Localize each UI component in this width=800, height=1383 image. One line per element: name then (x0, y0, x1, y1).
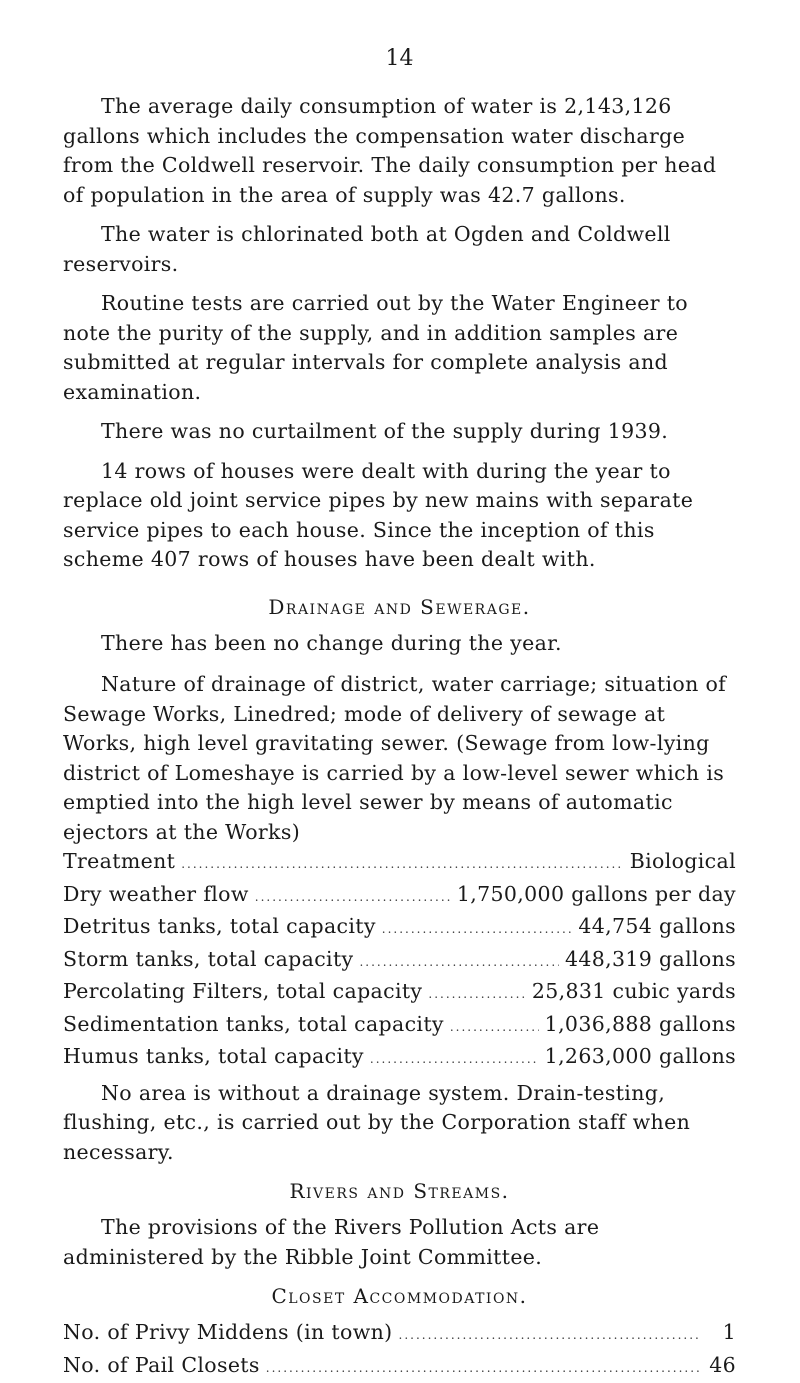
stat-row (63, 880, 736, 913)
drainage-stats-list (63, 847, 736, 1075)
stat-row (63, 1010, 736, 1043)
dot-leader (399, 1321, 701, 1351)
dot-leader (181, 850, 623, 880)
stat-row (63, 912, 736, 945)
stat-value: 25,831 cubic yards (532, 977, 736, 1007)
stat-value: Biological (630, 847, 736, 877)
dot-leader (266, 1354, 700, 1383)
stat-row (63, 945, 736, 978)
stat-value: 44,754 gallons (578, 912, 736, 942)
routine-tests-paragraph: Routine tests are carried out by the Water Engineer to note the purity of the supply, and in addition samples are submitted at regular intervals for complete analysis and examination. (63, 289, 736, 407)
stat-label: Dry weather flow (63, 880, 249, 910)
stat-value: 1,750,000 gallons per day (457, 880, 736, 910)
rivers-section (63, 1177, 736, 1272)
stat-value: 1,036,888 gallons (545, 1010, 736, 1040)
stat-row (63, 1042, 736, 1075)
dot-leader (370, 1045, 539, 1075)
drain-testing-paragraph: No area is without a drainage system. Drain-testing, flushing, etc., is carried out by the Corporation staff when necessary. (63, 1079, 736, 1168)
drainage-change-paragraph: There has been no change during the year. (63, 629, 736, 659)
closet-value: 1 (706, 1318, 736, 1348)
rivers-paragraph: The provisions of the Rivers Pollution Acts are administered by the Ribble Joint Committee. (63, 1213, 736, 1272)
stat-label: Sedimentation tanks, total capacity (63, 1010, 444, 1040)
stat-label: Treatment (63, 847, 175, 877)
closet-row (63, 1351, 736, 1383)
stat-row (63, 977, 736, 1010)
closet-value: 46 (706, 1351, 736, 1381)
dot-leader (382, 915, 573, 945)
drainage-section (63, 593, 736, 1168)
closet-label: No. of Privy Middens (in town) (63, 1318, 393, 1348)
stat-value: 448,319 gallons (565, 945, 736, 975)
rivers-heading: Rivers and Streams. (63, 1177, 736, 1205)
water-supply-section (63, 92, 736, 575)
curtailment-paragraph: There was no curtailment of the supply during 1939. (63, 417, 736, 447)
stat-label: Percolating Filters, total capacity (63, 977, 422, 1007)
drainage-heading: Drainage and Sewerage. (63, 593, 736, 621)
closet-row (63, 1318, 736, 1351)
dot-leader (255, 883, 451, 913)
service-pipes-paragraph: 14 rows of houses were dealt with during the year to replace old joint service pipes by new mains with separate service pipes to each house. Since the inception of this scheme 407 rows of houses have been dealt with. (63, 457, 736, 575)
stat-label: Storm tanks, total capacity (63, 945, 353, 975)
consumption-paragraph: The average daily consumption of water is 2,143,126 gallons which includes the compensation water discharge from the Coldwell reservoir. The daily consumption per head of population in the area of supply was 42.7 gallons. (63, 92, 736, 210)
stat-value: 1,263,000 gallons (545, 1042, 736, 1072)
dot-leader (450, 1013, 539, 1043)
drainage-nature-paragraph: Nature of drainage of district, water carriage; situation of Sewage Works, Linedred; mode of delivery of sewage at Works, high level gravitating sewer. (Sewage from low-lying district of Lomeshaye is carried by a low-level sewer which is emptied into the high level sewer by means of automatic ejectors at the Works) (63, 670, 736, 847)
dot-leader (359, 948, 558, 978)
stat-label: Humus tanks, total capacity (63, 1042, 364, 1072)
stat-label: Detritus tanks, total capacity (63, 912, 376, 942)
dot-leader (428, 980, 525, 1010)
closet-heading: Closet Accommodation. (63, 1282, 736, 1310)
closet-section (63, 1282, 736, 1383)
page-number: 14 (63, 48, 736, 70)
closet-label: No. of Pail Closets (63, 1351, 260, 1381)
chlorination-paragraph: The water is chlorinated both at Ogden and Coldwell reservoirs. (63, 220, 736, 279)
stat-row (63, 847, 736, 880)
